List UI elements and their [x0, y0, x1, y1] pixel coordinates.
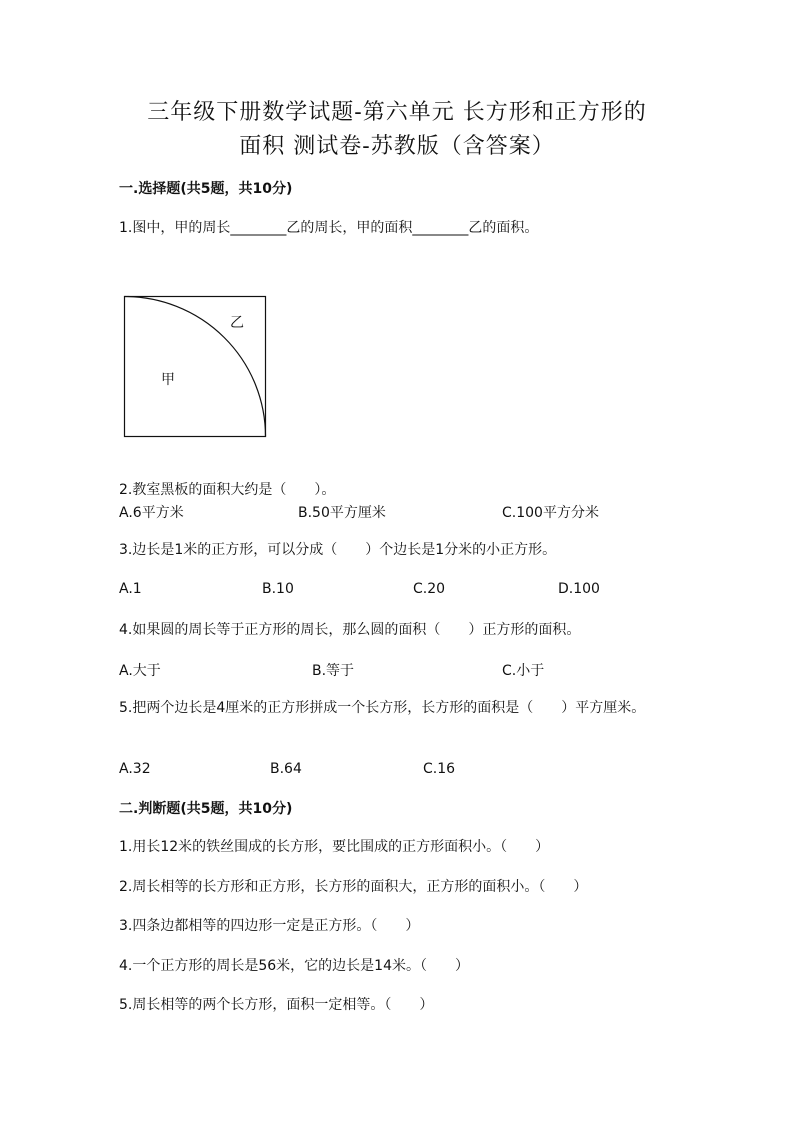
option-1-4-c: C.小于 — [502, 663, 545, 679]
option-1-5-a: A.32 — [119, 761, 151, 777]
question-2-3: 3.四条边都相等的四边形一定是正方形。（ ） — [119, 918, 420, 934]
page-title-line-2: 面积 测试卷-苏教版（含答案） — [239, 134, 555, 159]
option-1-4-b: B.等于 — [312, 663, 355, 679]
page-title-line-1: 三年级下册数学试题-第六单元 长方形和正方形的 — [147, 100, 647, 125]
option-1-5-b: B.64 — [270, 761, 302, 777]
figure-square — [125, 297, 266, 437]
option-1-3-d: D.100 — [558, 581, 600, 597]
figure-label-yi: 乙 — [230, 315, 244, 331]
figure-quarter-arc — [125, 297, 266, 437]
question-2-5: 5.周长相等的两个长方形，面积一定相等。（ ） — [119, 997, 434, 1013]
option-1-2-b: B.50平方厘米 — [298, 505, 386, 521]
option-1-4-a: A.大于 — [119, 663, 161, 679]
page-title — [90, 96, 704, 164]
question-2-1: 1.用长12米的铁丝围成的长方形，要比围成的正方形面积小。（ ） — [119, 839, 550, 855]
option-1-3-b: B.10 — [262, 581, 294, 597]
option-1-3-c: C.20 — [413, 581, 446, 597]
question-1-2: 2.教室黑板的面积大约是（ ）。 — [119, 482, 336, 498]
option-1-2-a: A.6平方米 — [119, 505, 184, 521]
figure-label-jia: 甲 — [161, 372, 175, 388]
question-1-3: 3.边长是1米的正方形，可以分成（ ）个边长是1分米的小正方形。 — [119, 542, 557, 558]
question-2-4: 4.一个正方形的周长是56米，它的边长是14米。（ ） — [119, 958, 469, 974]
question-1-4: 4.如果圆的周长等于正方形的周长，那么圆的面积（ ）正方形的面积。 — [119, 622, 581, 638]
question-1-figure — [118, 290, 270, 444]
option-1-5-c: C.16 — [423, 761, 456, 777]
question-1-1: 1.图中，甲的周长________乙的周长，甲的面积________乙的面积。 — [119, 220, 539, 236]
question-2-2: 2.周长相等的长方形和正方形，长方形的面积大，正方形的面积小。（ ） — [119, 879, 588, 895]
option-1-2-c: C.100平方分米 — [502, 505, 599, 521]
section-1-heading: 一.选择题(共5题，共10分) — [119, 181, 293, 197]
option-1-3-a: A.1 — [119, 581, 142, 597]
question-1-5: 5.把两个边长是4厘米的正方形拼成一个长方形，长方形的面积是（ ）平方厘米。 — [119, 700, 646, 716]
section-2-heading: 二.判断题(共5题，共10分) — [119, 801, 293, 817]
